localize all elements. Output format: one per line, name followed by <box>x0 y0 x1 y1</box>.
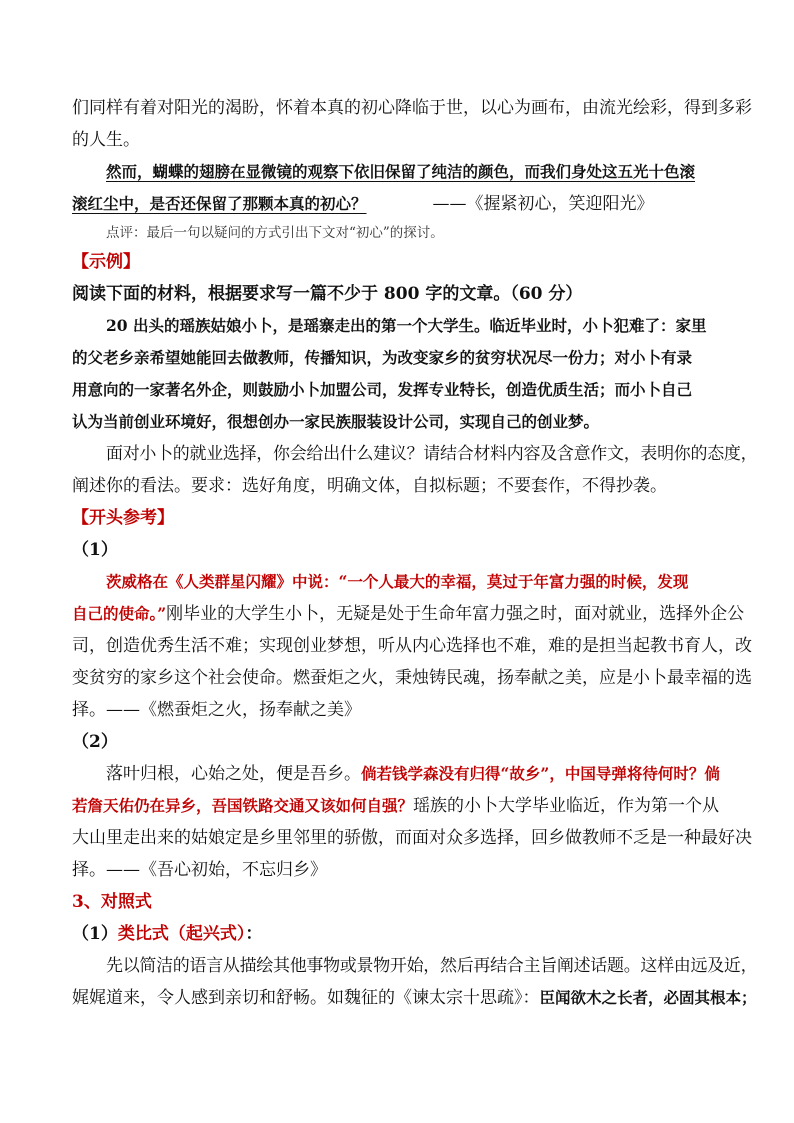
reference-red-text: 倘若钱学森没有归得“故乡”，中国导弹将待何时？倘 <box>361 764 720 783</box>
subsection-number: （1） <box>72 924 118 944</box>
reference-quote-line: 茨威格在《人类群星闪耀》中说：“一个人最大的幸福，莫过于年富力强的时候，发现 <box>106 572 689 591</box>
body-line <box>72 982 757 1014</box>
paragraph-line: 的人生。 <box>72 130 140 150</box>
task-line: 阐述你的看法。要求：选好角度，明确文体，自拟标题；不要套作，不得抄袭。 <box>72 476 667 496</box>
reference-line: 择。——《燃蚕炬之火，扬奉献之美》 <box>72 700 361 720</box>
subsection-heading <box>72 918 722 950</box>
reference-text: 落叶归根，心始之处，便是吾乡。 <box>106 764 361 784</box>
paragraph-line: 们同样有着对阳光的渴盼，怀着本真的初心降临于世，以心为画布，由流光绘彩，得到多彩 <box>72 98 752 118</box>
reference-line <box>72 598 745 630</box>
reference-line <box>72 790 722 822</box>
body-text: 娓娓道来，令人感到亲切和舒畅。如魏征的《谏太宗十思疏》： <box>72 988 540 1008</box>
classical-quote: 臣闻欲木之长者，必固其根本； <box>539 988 757 1007</box>
underlined-quote-text: 滚红尘中，是否还保留了那颗本真的初心？ <box>72 194 367 213</box>
reference-text: 瑶族的小卜大学毕业临近，作为第一个从 <box>413 796 720 816</box>
underlined-quote-line-with-source <box>72 188 722 220</box>
material-line: 20 出头的瑶族姑娘小卜，是瑶寨走出的第一个大学生。临近毕业时，小卜犯难了：家里 <box>106 316 707 335</box>
reference-line <box>72 758 722 790</box>
reference-line: 大山里走出来的姑娘定是乡里邻里的骄傲，而面对众多选择，回乡做教师不乏是一种最好决 <box>72 828 752 848</box>
reference-line: 司，创造优秀生活不难；实现创业梦想，听从内心选择也不难，难的是担当起教书育人，改 <box>72 636 752 656</box>
underlined-quote-line: 然而，蝴蝶的翅膀在显微镜的观察下依旧保留了纯洁的颜色，而我们身处这五光十色滚 <box>106 162 696 181</box>
task-line: 面对小卜的就业选择，你会给出什么建议？请结合材料内容及含意作文，表明你的态度， <box>106 444 758 464</box>
material-line: 认为当前创业环境好，很想创办一家民族服装设计公司，实现自己的创业梦。 <box>72 412 600 431</box>
reference-line: 变贫穷的家乡这个社会使命。燃蚕炬之火，秉烛铸民魂，扬奉献之美，应是小卜最幸福的选 <box>72 668 752 688</box>
reference-text: 刚毕业的大学生小卜，无疑是处于生命年富力强之时，面对就业，选择外企公 <box>166 604 745 624</box>
opening-reference-heading: 【开头参考】 <box>72 508 174 528</box>
subsection-colon: ： <box>245 924 263 944</box>
document-page <box>72 92 758 1014</box>
reference-number: （1） <box>72 540 118 560</box>
reference-number: （2） <box>72 732 118 752</box>
example-heading: 【示例】 <box>72 252 140 272</box>
reference-line: 择。——《吾心初始，不忘归乡》 <box>72 860 327 880</box>
section-heading: 3、对照式 <box>72 892 152 912</box>
material-line: 的父老乡亲希望她能回去做教师，传播知识，为改变家乡的贫穷状况尽一份力；对小卜有录 <box>72 348 693 367</box>
comment-note: 点评：最后一句以疑问的方式引出下文对“初心”的探讨。 <box>106 225 444 241</box>
reference-red-text: 若詹天佑仍在异乡，吾国铁路交通又该如何自强？ <box>72 796 414 815</box>
material-line: 用意向的一家著名外企，则鼓励小卜加盟公司，发挥专业特长，创造优质生活；而小卜自己 <box>72 380 693 399</box>
body-line: 先以简洁的语言从描绘其他事物或景物开始，然后再结合主旨阐述话题。这样由远及近， <box>106 956 758 976</box>
prompt-instruction: 阅读下面的材料，根据要求写一篇不少于 800 字的文章。（60 分） <box>72 284 583 304</box>
reference-quote-end: 自己的使命。” <box>72 604 167 623</box>
essay-title-source: ——《握紧初心，笑迎阳光》 <box>432 194 654 214</box>
subsection-title: 类比式（起兴式） <box>117 924 246 944</box>
